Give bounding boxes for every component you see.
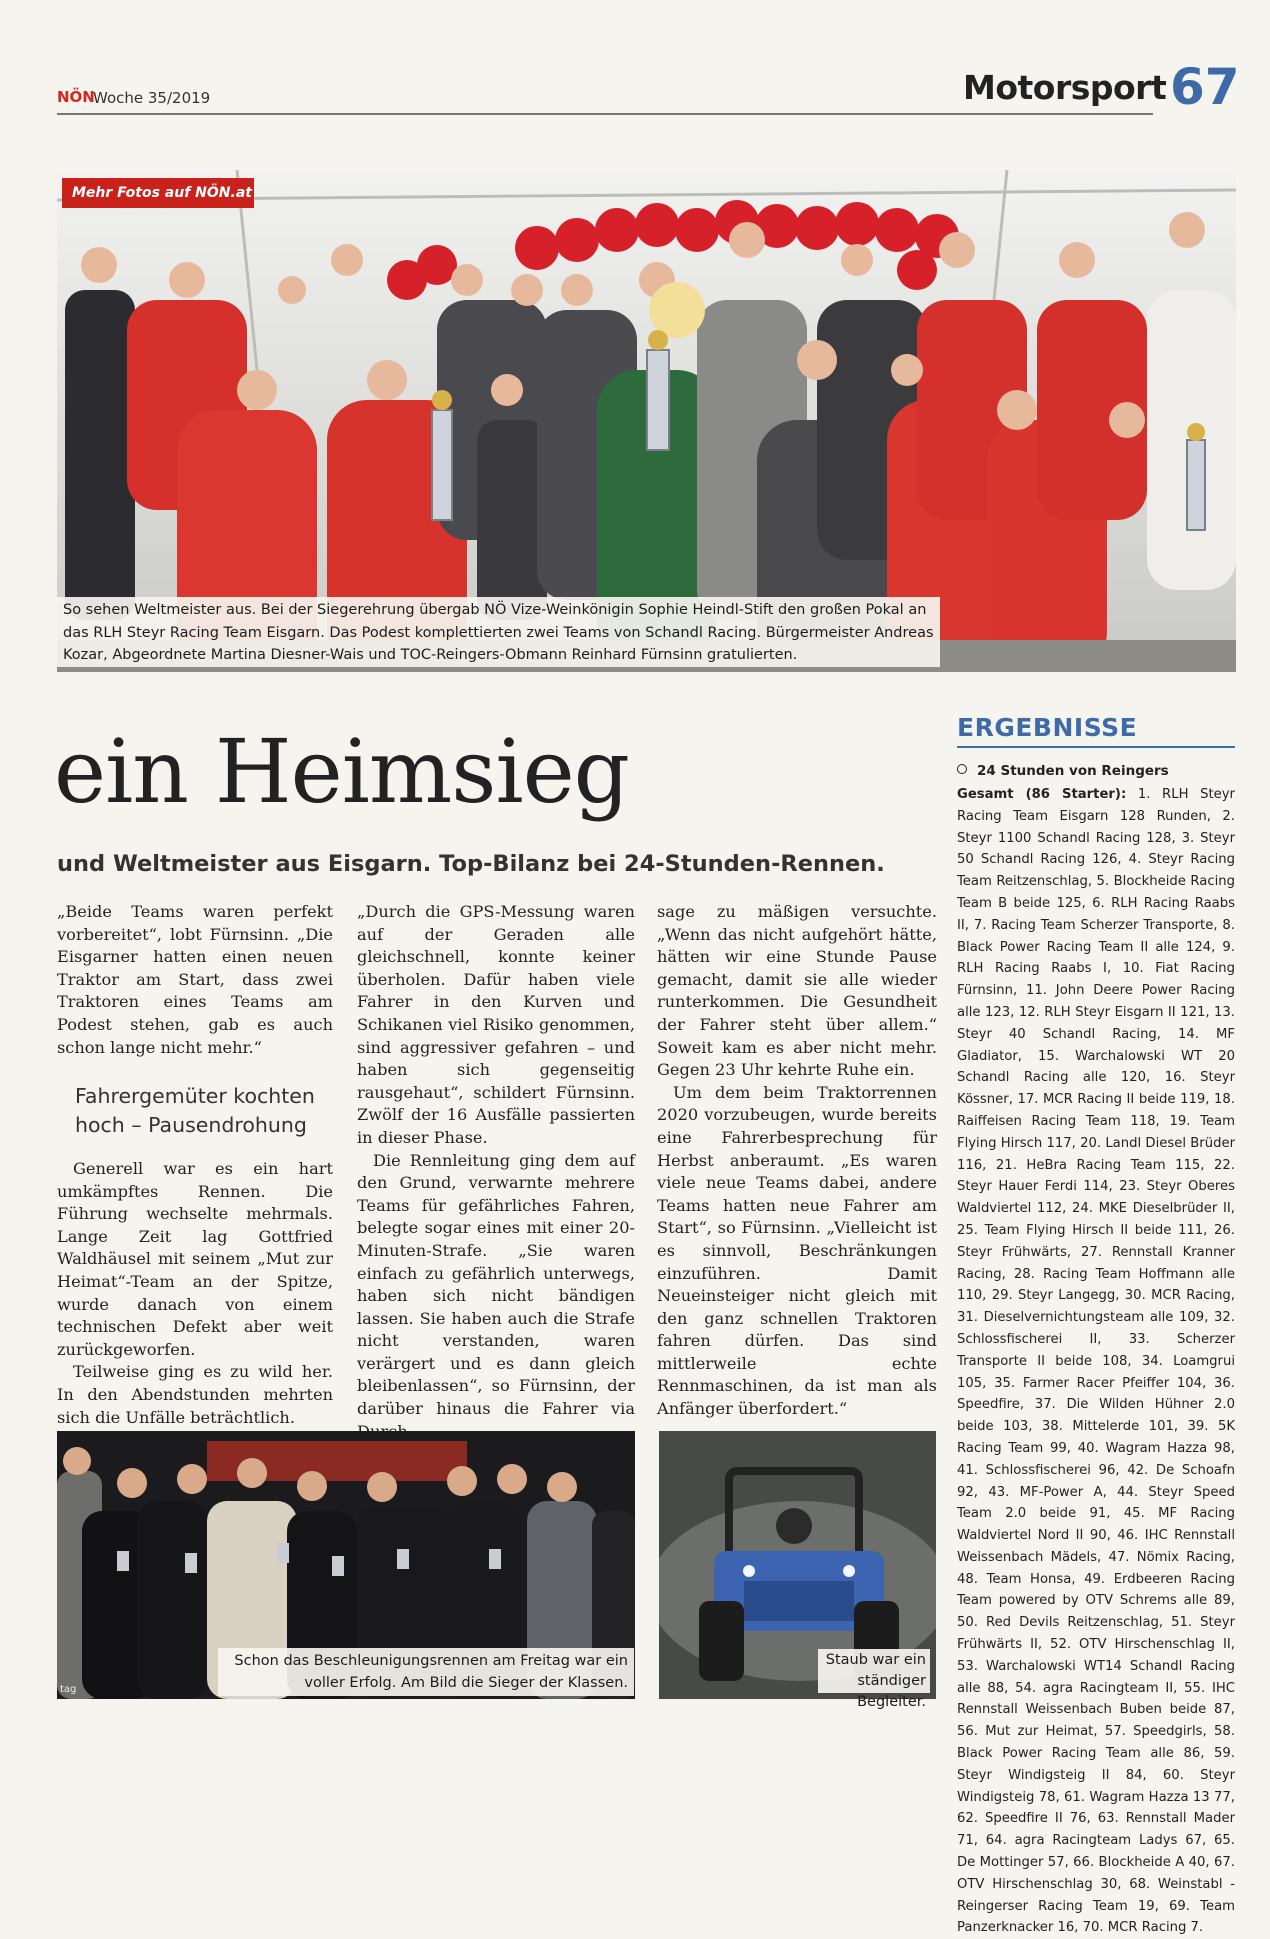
article-column-2 — [357, 901, 635, 1443]
bullet-circle-icon — [957, 764, 967, 774]
paragraph: sage zu mäßigen versuchte. „Wenn das nicht aufgehört hätte, hätten wir eine Stunde Pause gemacht, damit sie alle wieder runterkommen. Die Gesundheit der Fahrer steht über allem.“ Soweit kam es aber nicht mehr. Gegen 23 Uhr kehrte Ruhe ein. — [657, 902, 937, 1080]
results-text: 1. RLH Steyr Racing Team Eisgarn 128 Runden, 2. Steyr 1100 Schandl Racing 128, 3. Steyr 50 Schandl Racing 126, 4. Steyr Racing Team Reitzenschlag, 5. Blockheide Racing Team B beide 125, 6. RLH Racing Raabs II, 7. Racing Team Scherzer Transporte, 8. Black Power Racing Team II alle 124, 9. RLH Racing Raabs I, 10. Fiat Racing Fürnsinn, 11. John Deere Power Racing alle 123, 12. RLH Steyr Eisgarn II 121, 13. Steyr 40 Schandl Racing, 14. MF Gladiator, 15. Warchalowski WT 20 Schandl Racing alle 120, 16. Steyr Kössner, 17. MCR Racing II beide 119, 18. Raiffeisen Racing Team 118, 19. Team Flying Hirsch 117, 20. Landl Diesel Brüder 116, 21. HeBra Racing Team 115, 22. Steyr Hauer Ferdi 114, 23. Steyr Oberes Waldviertel 112, 24. MKE Dieselbrüder II, 25. Team Flying Hirsch II beide 111, 26. Steyr Frühwärts, 27. Rennstall Kranner Racing, 28. Racing Team Hoffmann alle 110, 29. Steyr Langegg, 30. MCR Racing, 31. Dieselvernichtungsteam alle 109, 32. Schlossfischerei II, 33. Scherzer Transporte II beide 108, 34. Loamgrui 105, 35. Farmer Racer Pfeiffer 104, 36. Speedfire, 37. Die Wilden Hühner 2.0 beide 103, 38. Mittelerde 101, 39. 5K Racing Team 99, 40. Wagram Hazza 98, 41. Schlossfischerei 96, 42. De Schoafn 92, 43. MF-Power A, 44. Steyr Speed Team 2.0 beide 91, 45. MF Racing Waldviertel Nord II 90, 46. IHC Rennstall Weissenbach Mädels, 47. Nömix Racing, 48. Team Honsa, 49. Erdbeeren Racing Team powered by OTV Schrems alle 89, 50. Red Devils Reitzenschlag, 51. Steyr Frühwärts II, 52. OTV Hirschenschlag II, 53. Warchalowski WT14 Schandl Racing alle 88, 54. agra Racingteam II, 55. IHC Rennstall Weissenbach Buben beide 87, 56. Mut zur Heimat, 57. Speedgirls, 58. Black Power Racing Team alle 86, 59. Steyr Windigsteig II 84, 60. Steyr Windigsteig 78, 61. Wagram Hazza 13 77, 62. Speedfire II 76, 63. Rennstall Mader 71, 64. agra Racingteam Ladys 67, 65. De Mottinger 57, 66. Blockheide A 40, 67. OTV Hirschenschlag 30, 68. Weinstabl - Reingerser Racing Team 19, 69. Team Panzerknacker 16, 70. MCR Racing 7. — [957, 787, 1235, 1936]
results-event — [957, 763, 1169, 779]
paragraph: „Durch die GPS-Messung waren auf der Geraden alle gleichschnell, konnte keiner überholen. Dafür haben viele Fahrer in den Kurven und Schikanen viel Risiko genommen, sind aggressiver gefahren – und haben sich gegenseitig rausgehaut“, schildert Fürnsinn. Zwölf der 16 Ausfälle passierten in dieser Phase. — [357, 902, 635, 1147]
photo-credit: tag — [60, 1684, 77, 1695]
article-column-3 — [657, 901, 937, 1421]
results-list — [957, 784, 1235, 1939]
paragraph: Die Rennleitung ging dem auf den Grund, verwarnte mehrere Teams für gefährliches Fahren, belegte sogar eines mit einer 20-Minuten-Strafe. „Sie waren einfach zu gefährlich unterwegs, haben sich nicht bändigen lassen. Sie haben auch die Strafe nicht verstanden, waren verärgert und es dann gleich bleibenlassen“, so Fürnsinn, der darüber hinaus die Fahrer via — [357, 1150, 635, 1419]
results-title: ERGEBNISSE — [957, 713, 1138, 742]
paragraph: Teilweise ging es zu wild her. In den Abendstunden mehrten sich die Unfälle beträchtlich. — [57, 1362, 333, 1427]
noen-logo: NÖN — [57, 88, 95, 106]
headline: ein Heimsieg — [54, 720, 629, 823]
paragraph: „Beide Teams waren perfekt vorbereitet“, lobt Fürnsinn. „Die Eisgarner hatten einen neuen Traktor am Start, dass zwei Traktoren eines Teams am Podest stehen, gab es auch schon lange nicht mehr.“ — [57, 902, 333, 1057]
results-overall-label: Gesamt (86 Starter): — [957, 787, 1127, 802]
main-photo-caption: So sehen Weltmeister aus. Bei der Siegerehrung übergab NÖ Vize-Weinkönigin Sophie Heindl-Stift den großen Pokal an das RLH Steyr Racing Team Eisgarn. Das Podest komplettierten zwei Teams von Schandl Racing. Bürgermeister Andreas Kozar, Abgeordnete Martina Diesner-Wais und TOC-Reingers-Obmann Reinhard Fürnsinn gratulierten. — [57, 597, 940, 667]
results-event-label: 24 Stunden von Reingers — [977, 763, 1169, 779]
subheadline: und Weltmeister aus Eisgarn. Top-Bilanz bei 24-Stunden-Rennen. — [57, 851, 885, 877]
results-rule — [957, 746, 1235, 748]
paragraph: Um dem beim Traktorrennen 2020 vorzubeugen, wurde bereits eine Fahrerbesprechung für Herbst anberaumt. „Es waren viele neue Teams dabei, andere Teams hatten neue Fahrer am Start“, so Fürnsinn. „Vielleicht ist es sinnvoll, Beschränkungen einzuführen. Damit Neueinsteiger nicht gleich mit den ganz schnellen Traktoren fahren dürfen. Das sind mittlerweile echte Rennmaschinen, da ist man als Anfänger überfordert.“ — [657, 1082, 937, 1419]
more-photos-badge[interactable]: Mehr Fotos auf NÖN.at — [62, 178, 254, 208]
header-rule — [57, 113, 1153, 115]
article-column-1 — [57, 901, 333, 1059]
issue-label: Woche 35/2019 — [93, 89, 211, 107]
article-column-1-continued — [57, 1158, 333, 1429]
section-title: Motorsport — [963, 68, 1167, 107]
page-number: 67 — [1170, 58, 1240, 116]
tractor-dust-caption: Staub war ein ständiger Begleiter. — [818, 1649, 930, 1693]
article-subtitle: Fahrergemüter kochten hoch – Pausendrohung — [75, 1084, 315, 1137]
paragraph: Generell war es ein hart umkämpftes Rennen. Die Führung wechselte mehrmals. Lange Zeit lag Gottfried Waldhäusel mit seinem „Mut zur Heimat“-Team an der Spitze, wurde danach von einem technischen Defekt aber weit zurückgeworfen. — [57, 1159, 333, 1359]
acceleration-race-caption: Schon das Beschleunigungsrennen am Freitag war ein voller Erfolg. Am Bild die Sieger der Klassen. — [218, 1648, 634, 1696]
